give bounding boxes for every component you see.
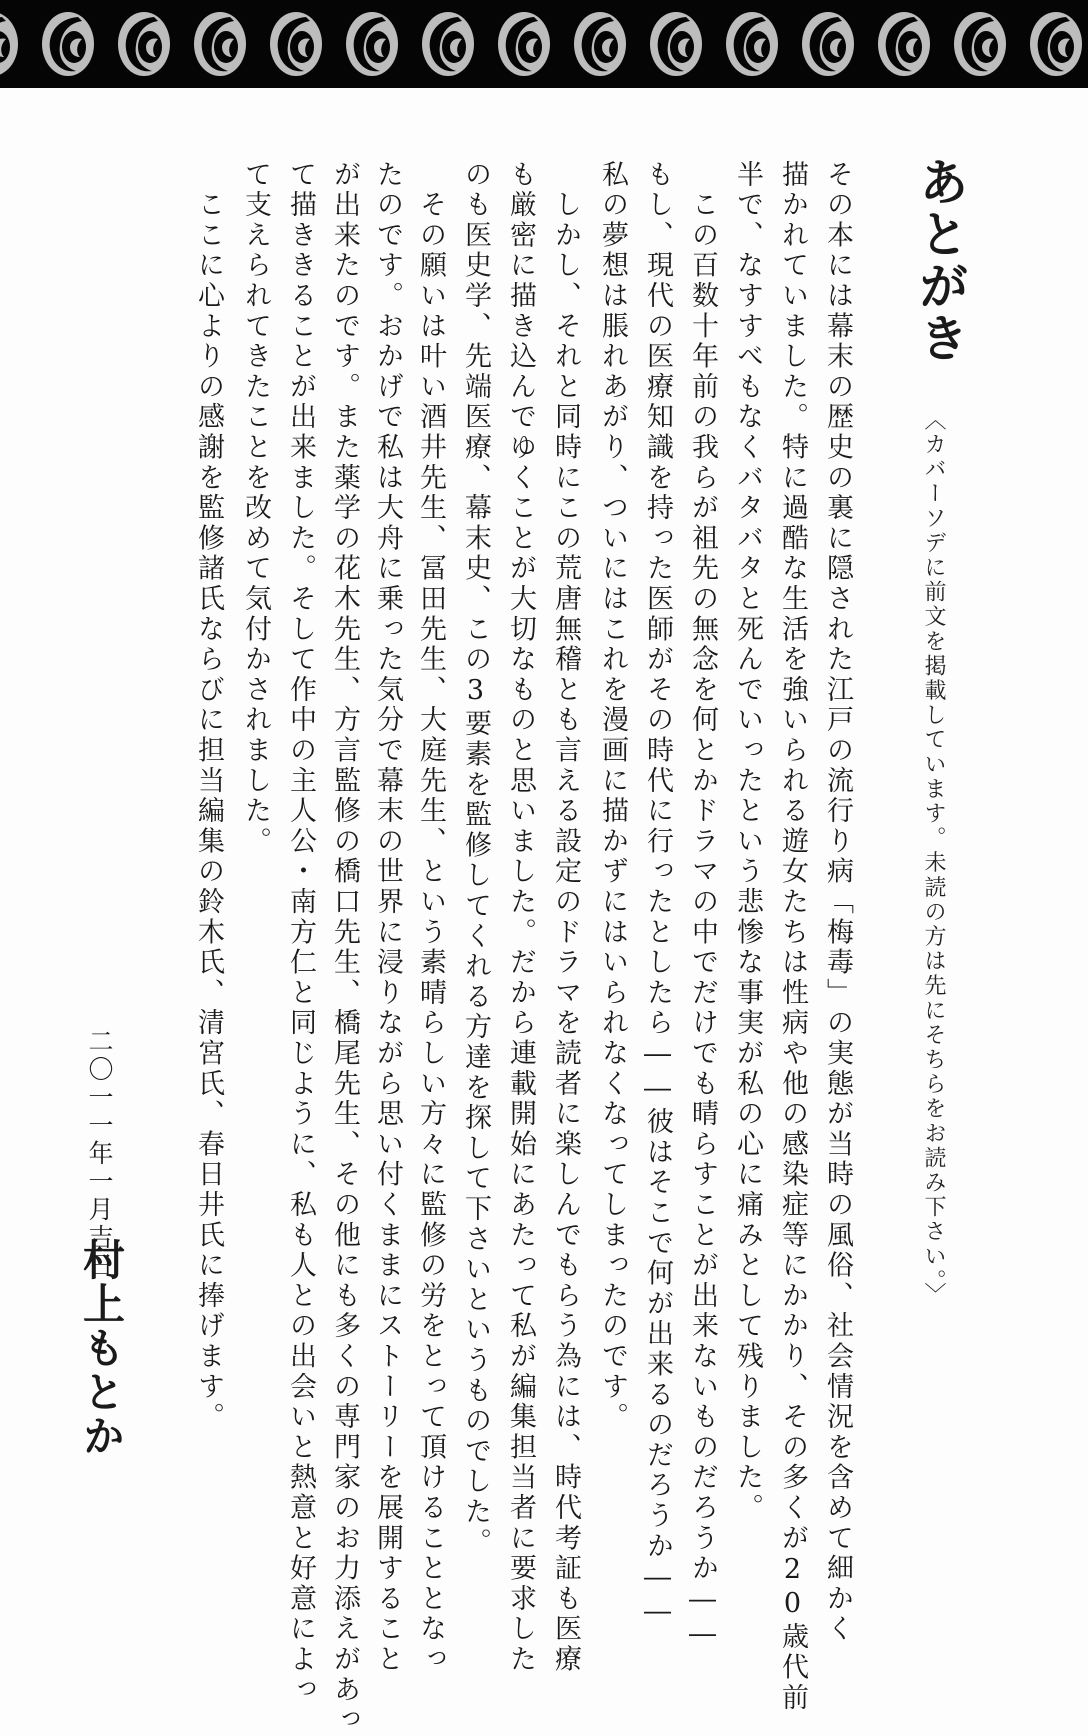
afterword-page [0,88,1088,1736]
body-column: ここに心よりの感謝を監修諸氏ならびに担当編集の鈴木氏、清宮氏、春日井氏に捧げます。 [193,160,224,1433]
swirl-ornament-icon [38,9,98,79]
body-column: て描ききることが出来ました。そして作中の主人公・南方仁と同じように、私も人との出会いと熱意と好意によっ [285,160,316,1706]
body-column: 私の夢想は脹れあがり、ついにはこれを漫画に描かずにはいられなくなってしまったのです。 [597,160,628,1433]
body-column: たのです。おかげで私は大舟に乗った気分で幕末の世界に浸りながら思い付くままにストーリーを展開すること [372,160,403,1675]
swirl-ornament-icon [190,9,250,79]
body-column: て支えられてきたことを改めて気付かされました。 [240,160,271,857]
page-title: あとがき [911,156,969,364]
body-column: しかし、それと同時にこの荒唐無稽とも言える設定のドラマを読者に楽しんでもらう為には、時代考証も医療 [550,160,581,1675]
body-column: も厳密に描き込んでゆくことが大切なものと思いました。だから連載開始にあたって私が編集担当者に要求した [505,160,536,1675]
swirl-ornament-icon [114,9,174,79]
subtitle-note: 〈カバーソデに前文を掲載しています。未読の方は先にそちらをお読み下さい。〉 [921,408,946,1308]
body-column: その願いは叶い酒井先生、冨田先生、大庭先生、という素晴らしい方々に監修の労をとって頂けることとなっ [415,160,446,1675]
swirl-ornament-icon [1026,9,1086,79]
swirl-ornament-icon [950,9,1010,79]
swirl-ornament-icon [646,9,706,79]
swirl-ornament-icon [418,9,478,79]
body-column: が出来たのです。また薬学の花木先生、方言監修の橋口先生、橋尾先生、その他にも多くの専門家のお力添えがあっ [329,160,360,1736]
swirl-ornament-icon [874,9,934,79]
signature-date: 二〇一一年一月吉日 [85,1028,114,1280]
swirl-ornament-icon [0,9,22,79]
body-column: もし、現代の医療知識を持った医師がその時代に行ったとしたら――彼はそこで何が出来るのだろうか―― [642,160,673,1631]
body-column: その本には幕末の歴史の裏に隠された江戸の流行り病「梅毒」の実態が当時の風俗、社会情況を含めて細かく [822,160,853,1645]
swirl-ornament-icon [722,9,782,79]
swirl-ornament-icon [570,9,630,79]
author-name: 村上もとか [77,1238,126,1458]
swirl-ornament-icon [798,9,858,79]
body-column: のも医史学、先端医療、幕末史、この3要素を監修してくれる方達を探して下さいというものでした。 [460,160,491,1558]
decorative-header-band [0,0,1088,88]
body-column: 半で、なすすべもなくバタバタと死んでいったという悲惨な事実が私の心に痛みとして残りました。 [732,160,763,1524]
swirl-ornament-icon [494,9,554,79]
body-column: この百数十年前の我らが祖先の無念を何とかドラマの中でだけでも晴らすことが出来ないものだろうか―― [687,160,718,1653]
swirl-ornament-icon [266,9,326,79]
body-column: 描かれていました。特に過酷な生活を強いられる遊女たちは性病や他の感染症等にかかり、その多くが20歳代前 [777,160,808,1714]
swirl-ornament-icon [342,9,402,79]
